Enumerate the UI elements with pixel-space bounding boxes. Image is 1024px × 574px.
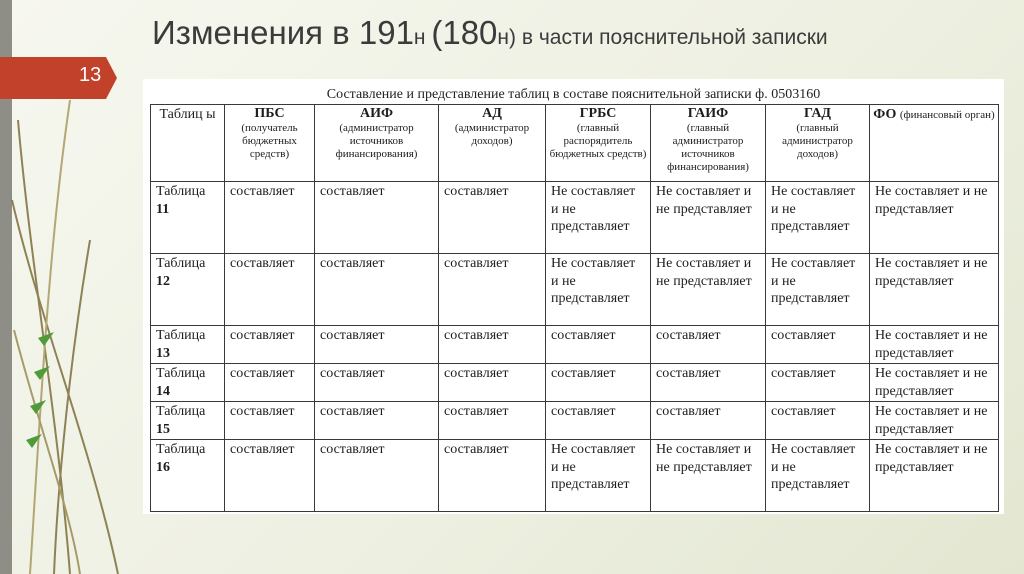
header-cell [225, 105, 315, 182]
header-desc: (администратор источников финансирования) [335, 122, 418, 160]
table-cell: составляет [315, 440, 439, 512]
table-cell: составляет [225, 440, 315, 512]
table-cell: составляет [225, 326, 315, 364]
table-cell: составляет [651, 364, 766, 402]
row-label: Таблица [156, 256, 206, 271]
table-cell: Не составляет и не представляет [870, 182, 999, 254]
table-cell: составляет [439, 364, 546, 402]
table-cell: составляет [439, 254, 546, 326]
header-desc: (главный администратор источников финансирования) [667, 122, 749, 173]
row-label: Таблица [156, 184, 206, 199]
header-cell [870, 105, 999, 182]
header-cell [315, 105, 439, 182]
row-label-cell [151, 254, 225, 326]
row-number: 16 [156, 459, 170, 475]
header-code: ГАД [803, 106, 832, 121]
table-cell: составляет [225, 402, 315, 440]
row-number: 15 [156, 421, 170, 437]
table-row [151, 254, 999, 326]
table-cell: Не составляет и не представляет [651, 182, 766, 254]
header-cell [546, 105, 651, 182]
title-part: (180 [431, 14, 498, 51]
table-cell: Не составляет и не представляет [546, 440, 651, 512]
table-row [151, 364, 999, 402]
table-cell: составляет [439, 182, 546, 254]
row-label: Таблица [156, 404, 206, 419]
header-code: ПБС [254, 106, 285, 121]
title-part: н) в части пояснительной записки [497, 26, 828, 49]
table-cell: составляет [439, 402, 546, 440]
header-cell [651, 105, 766, 182]
table-cell: составляет [315, 182, 439, 254]
document-image [143, 79, 1004, 514]
table-cell: составляет [766, 326, 870, 364]
header-cell [439, 105, 546, 182]
table-cell: Не составляет и не представляет [870, 254, 999, 326]
table-cell: составляет [651, 326, 766, 364]
table-cell: составляет [439, 440, 546, 512]
table-cell: составляет [546, 364, 651, 402]
row-label-cell [151, 402, 225, 440]
row-label-cell [151, 182, 225, 254]
slide-number: 13 [79, 64, 102, 86]
row-label-cell [151, 326, 225, 364]
slide-title [152, 14, 828, 52]
table-cell: составляет [225, 182, 315, 254]
table-cell: составляет [546, 402, 651, 440]
table-cell: составляет [225, 364, 315, 402]
header-code: АИФ [359, 106, 394, 121]
header-cell-tables: Таблиц ы [151, 105, 225, 182]
table-cell: составляет [315, 402, 439, 440]
row-label-cell [151, 364, 225, 402]
table-row [151, 440, 999, 512]
row-label-cell [151, 440, 225, 512]
table-cell: Не составляет и не представляет [766, 182, 870, 254]
table-caption: Составление и представление таблиц в составе пояснительной записки ф. 0503160 [326, 87, 821, 102]
row-number: 14 [156, 383, 170, 399]
header-cell [766, 105, 870, 182]
table-cell: составляет [651, 402, 766, 440]
row-number: 11 [156, 201, 170, 217]
table-cell: составляет [315, 254, 439, 326]
table-cell: Не составляет и не представляет [546, 254, 651, 326]
table-cell: Не составляет и не представляет [870, 440, 999, 512]
title-part: Изменения в 191 [152, 14, 414, 51]
row-label: Таблица [156, 442, 206, 457]
table-row [151, 326, 999, 364]
table-cell: составляет [315, 364, 439, 402]
table-cell: Не составляет и не представляет [870, 364, 999, 402]
table-cell: Не составляет и не представляет [546, 182, 651, 254]
table-cell: составляет [225, 254, 315, 326]
table-cell: Не составляет и не представляет [870, 402, 999, 440]
table-cell: составляет [766, 364, 870, 402]
title-part: н [413, 26, 432, 49]
header-desc: (финансовый орган) [899, 109, 995, 121]
header-code: ФО [873, 107, 897, 122]
header-code: ГРБС [579, 106, 617, 121]
tables-matrix [150, 104, 999, 512]
table-cell: Не составляет и не представляет [766, 440, 870, 512]
header-desc: (администратор доходов) [454, 122, 530, 147]
header-desc: (главный распорядитель бюджетных средств) [549, 122, 647, 160]
row-number: 13 [156, 345, 170, 361]
header-desc: (главный администратор доходов) [782, 122, 853, 160]
table-cell: составляет [546, 326, 651, 364]
table-row [151, 182, 999, 254]
table-cell: составляет [766, 402, 870, 440]
row-label: Таблица [156, 366, 206, 381]
header-row [151, 105, 999, 182]
row-number: 12 [156, 273, 170, 289]
table-cell: Не составляет и не представляет [766, 254, 870, 326]
header-desc: (получатель бюджетных средств) [241, 122, 298, 160]
table-cell: Не составляет и не представляет [651, 254, 766, 326]
table-row [151, 402, 999, 440]
header-code: ГАИФ [687, 106, 729, 121]
table-cell: составляет [315, 326, 439, 364]
row-label: Таблица [156, 328, 206, 343]
table-cell: Не составляет и не представляет [870, 326, 999, 364]
table-cell: составляет [439, 326, 546, 364]
table-cell: Не составляет и не представляет [651, 440, 766, 512]
header-code: АД [482, 106, 502, 121]
